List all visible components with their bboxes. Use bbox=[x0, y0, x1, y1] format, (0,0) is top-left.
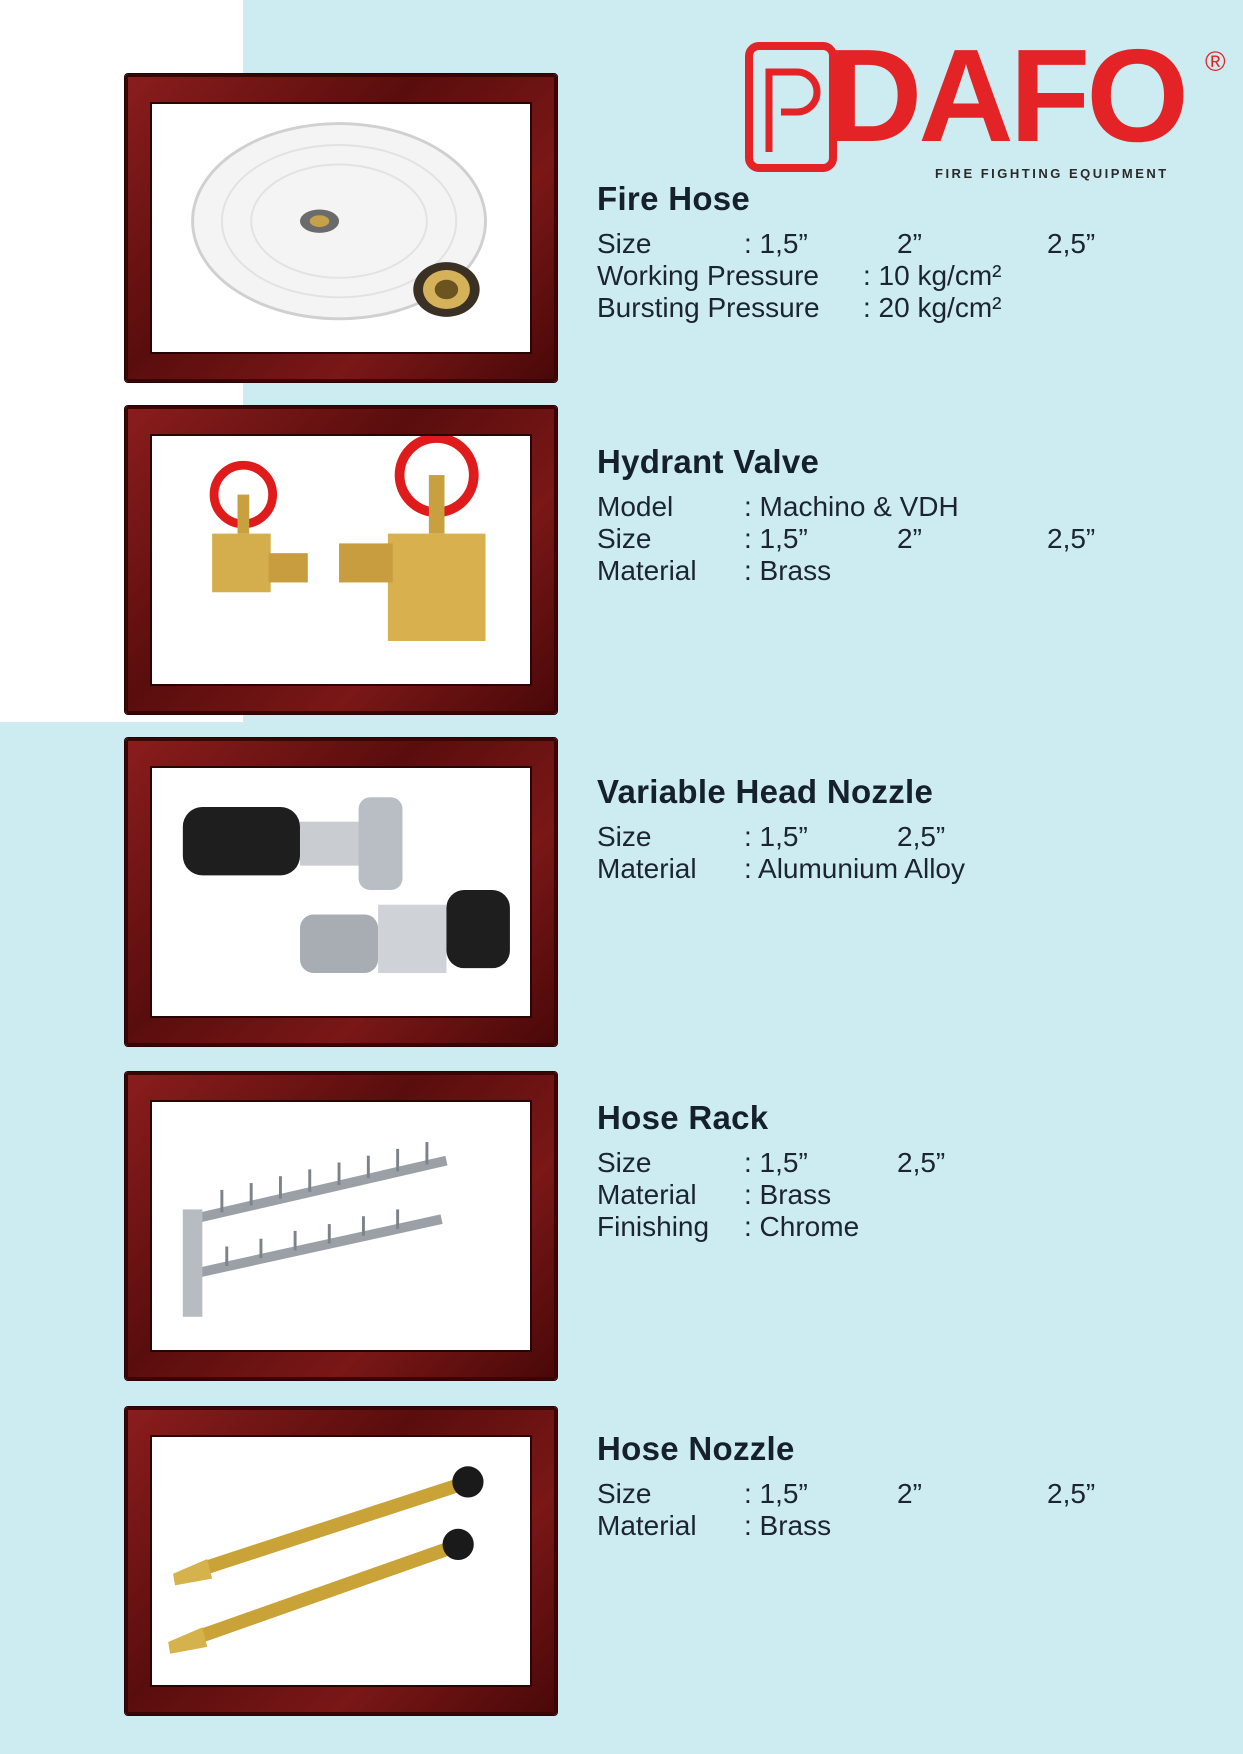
spec-value-2: 2,5” bbox=[897, 1147, 946, 1178]
product-hose-nozzle bbox=[597, 1430, 1096, 1542]
spec-value-2: 2” bbox=[897, 523, 922, 554]
spec-label: Size bbox=[597, 1147, 652, 1178]
variable-head-nozzle-image bbox=[152, 768, 530, 1016]
product-hydrant-valve bbox=[597, 443, 1096, 587]
spec-value: : 1,5” bbox=[744, 523, 808, 554]
spec-value-2: 2” bbox=[897, 228, 922, 259]
spec-value: : Alumunium Alloy bbox=[744, 853, 965, 884]
spec-label: Size bbox=[597, 523, 652, 554]
brand-tagline: FIRE FIGHTING EQUIPMENT bbox=[935, 166, 1169, 181]
spec-label: Bursting Pressure bbox=[597, 292, 820, 323]
spec-row bbox=[597, 228, 1096, 260]
hose-nozzle-image bbox=[152, 1437, 530, 1685]
spec-row bbox=[597, 292, 1002, 324]
spec-value-3: 2,5” bbox=[1047, 523, 1096, 554]
product-fire-hose bbox=[597, 180, 1096, 324]
spec-value-2: 2,5” bbox=[897, 821, 946, 852]
spec-row bbox=[597, 1147, 946, 1179]
spec-value: : Brass bbox=[744, 555, 832, 586]
spec-row bbox=[597, 853, 965, 885]
spec-value: : 1,5” bbox=[744, 1147, 808, 1178]
hose-rack-image bbox=[152, 1102, 530, 1350]
spec-label: Size bbox=[597, 1478, 652, 1509]
spec-value-2: 2” bbox=[897, 1478, 922, 1509]
spec-value-3: 2,5” bbox=[1047, 1478, 1096, 1509]
spec-row bbox=[597, 1478, 1096, 1510]
dafo-mark-icon bbox=[745, 42, 837, 172]
spec-value: : 1,5” bbox=[744, 228, 808, 259]
brand-logo bbox=[745, 22, 1226, 188]
product-image-frame bbox=[125, 406, 557, 714]
product-title: Variable Head Nozzle bbox=[597, 773, 934, 810]
spec-label: Material bbox=[597, 1179, 697, 1210]
spec-label: Finishing bbox=[597, 1211, 710, 1242]
spec-value: : 1,5” bbox=[744, 821, 808, 852]
spec-value: : Brass bbox=[744, 1179, 832, 1210]
spec-value: : 1,5” bbox=[744, 1478, 808, 1509]
spec-row bbox=[597, 821, 946, 853]
spec-row bbox=[597, 1179, 832, 1211]
fire-hose-image bbox=[152, 104, 530, 352]
spec-label: Model bbox=[597, 491, 674, 522]
registered-mark: ® bbox=[1205, 46, 1226, 77]
spec-row bbox=[597, 260, 1002, 292]
hydrant-valve-image bbox=[152, 436, 530, 684]
spec-label: Working Pressure bbox=[597, 260, 820, 291]
product-image-frame bbox=[125, 1072, 557, 1380]
product-hose-rack bbox=[597, 1099, 946, 1243]
brand-name: DAFO bbox=[827, 22, 1185, 169]
product-image-frame bbox=[125, 738, 557, 1046]
product-title: Hose Rack bbox=[597, 1099, 769, 1136]
spec-row bbox=[597, 1211, 860, 1243]
spec-row bbox=[597, 555, 832, 587]
spec-row bbox=[597, 491, 959, 523]
spec-value-3: 2,5” bbox=[1047, 228, 1096, 259]
spec-label: Size bbox=[597, 228, 652, 259]
spec-label: Size bbox=[597, 821, 652, 852]
spec-value: : Machino & VDH bbox=[744, 491, 959, 522]
product-title: Hose Nozzle bbox=[597, 1430, 795, 1467]
spec-value: : 20 kg/cm² bbox=[863, 292, 1002, 323]
product-title: Hydrant Valve bbox=[597, 443, 820, 480]
spec-label: Material bbox=[597, 853, 697, 884]
spec-row bbox=[597, 1510, 832, 1542]
product-title: Fire Hose bbox=[597, 180, 751, 217]
product-image-frame bbox=[125, 1407, 557, 1715]
spec-label: Material bbox=[597, 555, 697, 586]
spec-row bbox=[597, 523, 1096, 555]
product-variable-head-nozzle bbox=[597, 773, 965, 885]
spec-value: : 10 kg/cm² bbox=[863, 260, 1002, 291]
spec-label: Material bbox=[597, 1510, 697, 1541]
product-image-frame bbox=[125, 74, 557, 382]
spec-value: : Chrome bbox=[744, 1211, 860, 1242]
spec-value: : Brass bbox=[744, 1510, 832, 1541]
